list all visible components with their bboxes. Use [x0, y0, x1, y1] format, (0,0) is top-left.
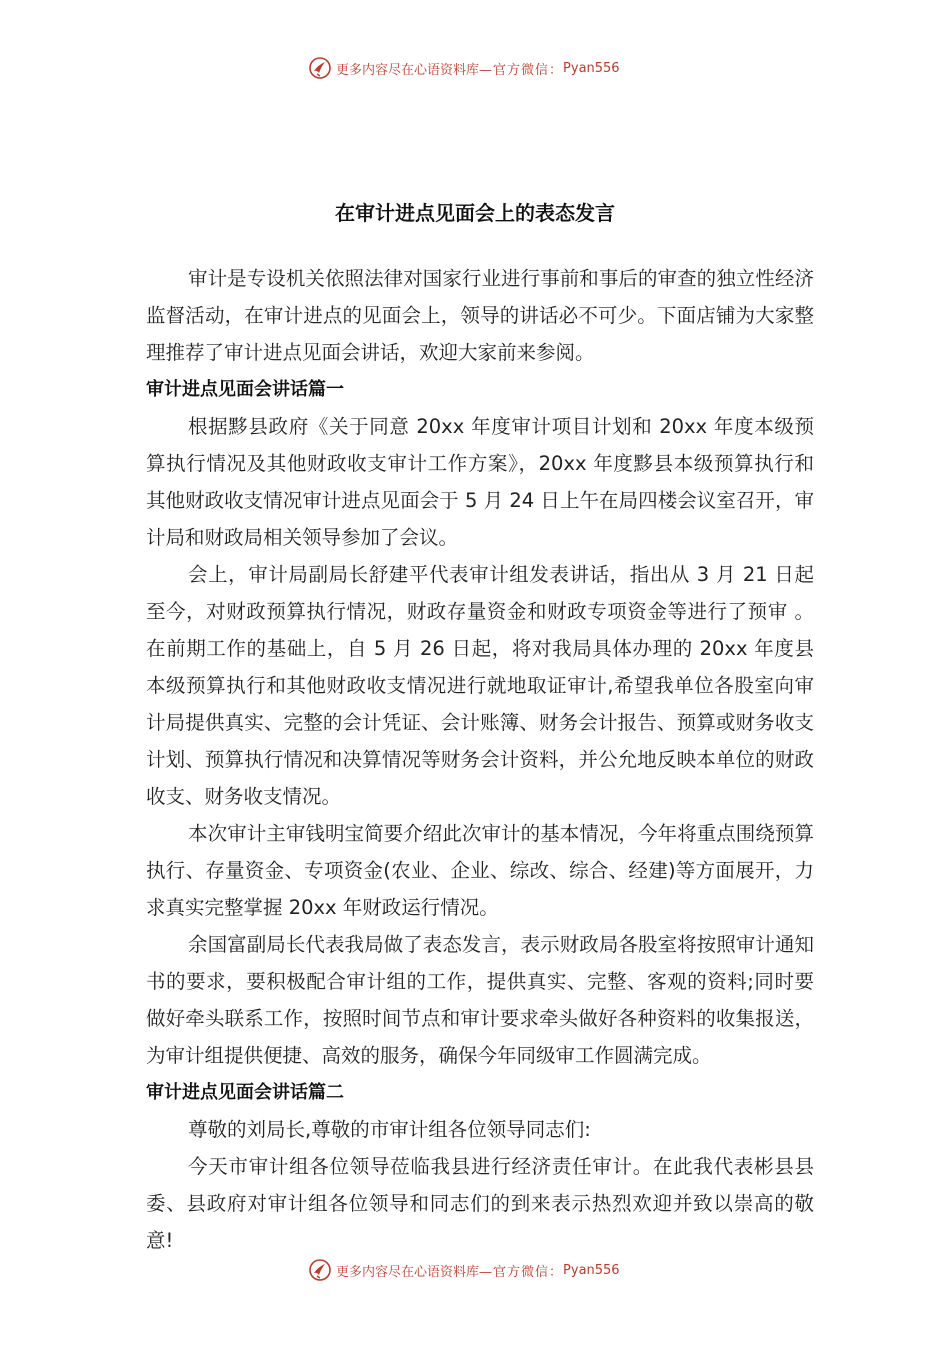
header-watermark [308, 56, 620, 80]
watermark-text: 更多内容尽在心语资料库 [336, 62, 480, 78]
intro-paragraph: 审计是专设机关依照法律对国家行业进行事前和事后的审查的独立性经济监督活动，在审计进点的见面会上，领导的讲话必不可少。下面店铺为大家整理推荐了审计进点见面会讲话，欢迎大家前来参阅。 [146, 267, 814, 364]
section2-paragraph-1: 今天市审计组各位领导莅临我县进行经济责任审计。在此我代表彬县县委、县政府对审计组各位领导和同志们的到来表示热烈欢迎并致以崇高的敬意! [146, 1155, 814, 1252]
section1-paragraph-2: 会上，审计局副局长舒建平代表审计组发表讲话，指出从 3 月 21 日起至今，对财政预算执行情况，财政存量资金和财政专项资金等进行了预审 。在前期工作的基础上，自 5 月 26 日起，将对我局具体办理的 20xx 年度县本级预算执行和其他财政收支情况进行就地取证审计,希望我单位各股室向审计局提供真实、完整的会计凭证、会计账簿、财务会计报告、预算或财务收支计划、预算执行情况和决算情况等财务会计资料，并公允地反映本单位的财政收支、财务收支情况。 [146, 563, 814, 808]
watermark-wechat-id: Pyan556 [563, 60, 620, 76]
document-body [146, 260, 814, 1259]
section2-greeting: 尊敬的刘局长,尊敬的市审计组各位领导同志们: [188, 1118, 591, 1141]
section-heading-2: 审计进点见面会讲话篇二 [146, 1082, 344, 1103]
document-title: 在审计进点见面会上的表态发言 [335, 201, 615, 225]
watermark-text: 更多内容尽在心语资料库 [336, 1264, 480, 1280]
section-heading-1: 审计进点见面会讲话篇一 [146, 379, 344, 400]
footer-watermark [308, 1258, 620, 1282]
watermark-contact-label: —官方微信： [479, 1264, 564, 1280]
section1-paragraph-1: 根据黟县政府《关于同意 20xx 年度审计项目计划和 20xx 年度本级预算执行情况及其他财政收支审计工作方案》，20xx 年度黟县本级预算执行和其他财政收支情况审计进点见面会于 5 月 24 日上午在局四楼会议室召开，审计局和财政局相关领导参加了会议。 [146, 415, 814, 549]
section1-paragraph-4: 余国富副局长代表我局做了表态发言，表示财政局各股室将按照审计通知书的要求，要积极配合审计组的工作，提供真实、完整、客观的资料;同时要做好牵头联系工作，按照时间节点和审计要求牵头做好各种资料的收集报送，为审计组提供便捷、高效的服务，确保今年同级审工作圆满完成。 [146, 933, 814, 1067]
section1-paragraph-3: 本次审计主审钱明宝简要介绍此次审计的基本情况，今年将重点围绕预算执行、存量资金、专项资金(农业、企业、综改、综合、经建)等方面展开，力求真实完整掌握 20xx 年财政运行情况。 [146, 822, 814, 919]
watermark-contact-label: —官方微信： [479, 62, 564, 78]
watermark-wechat-id: Pyan556 [563, 1262, 620, 1278]
brush-logo-icon [308, 1258, 332, 1282]
brush-logo-icon [308, 56, 332, 80]
